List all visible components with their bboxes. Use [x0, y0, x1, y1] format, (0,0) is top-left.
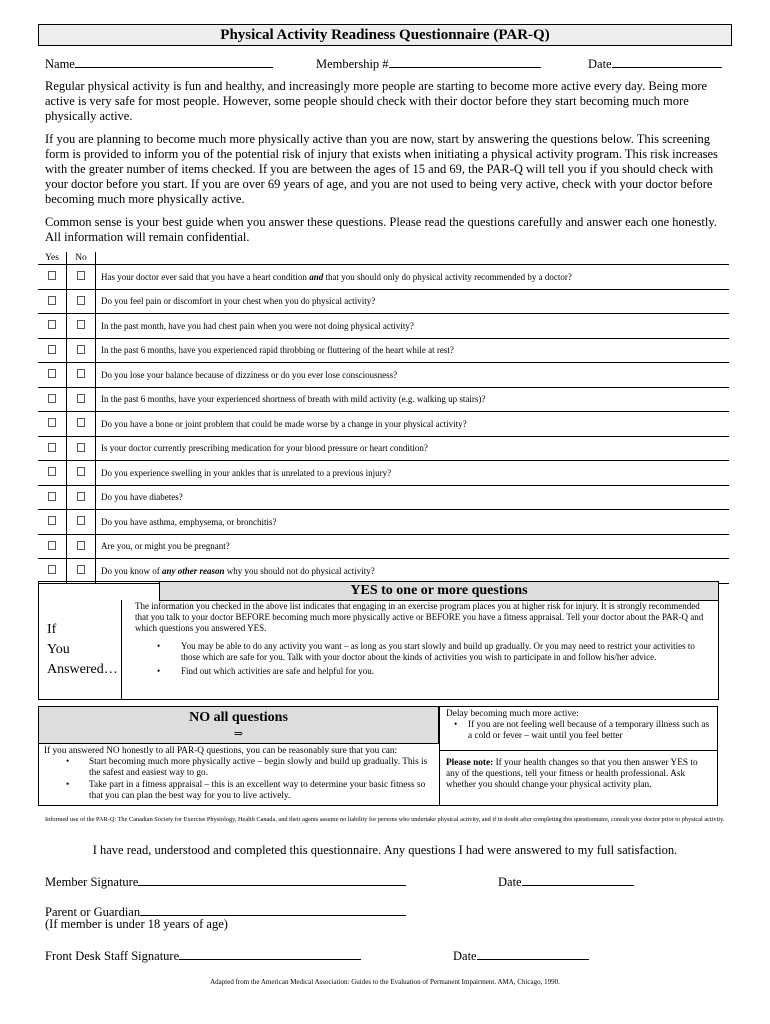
parent-signature-label: Parent or Guardian: [45, 905, 141, 919]
if-you-answered-cell: [39, 600, 122, 699]
no-checkbox[interactable]: [77, 296, 85, 305]
question-column-header: [96, 252, 730, 265]
form-title: Physical Activity Readiness Questionnaire (PAR-Q): [38, 24, 732, 46]
yes-checkbox[interactable]: [48, 565, 56, 574]
disclaimer: Informed use of the PAR-Q: The Canadian Society for Exercise Physiology, Health Canada, and their agents assume no liability for persons who undertake physical activity, and if in doubt after completing this questionnaire, consult your doctor prior to physical activity.: [45, 816, 725, 823]
no-checkbox[interactable]: [77, 345, 85, 354]
no-checkbox[interactable]: [77, 541, 85, 550]
question-text: Is your doctor currently prescribing medication for your blood pressure or heart condition?: [96, 436, 730, 461]
yes-column-header: Yes: [38, 252, 67, 265]
yes-checkbox[interactable]: [48, 516, 56, 525]
no-intro: If you answered NO honestly to all PAR-Q questions, you can be reasonably sure that you can:: [44, 746, 398, 756]
staff-date-blank[interactable]: [477, 947, 589, 960]
membership-blank[interactable]: [389, 55, 541, 68]
yes-checkbox[interactable]: [48, 394, 56, 403]
list-item: • If you are not feeling well because of a temporary illness such as a cold or fever – wait until you feel better: [454, 720, 710, 742]
staff-date-label: Date: [453, 949, 477, 963]
no-checkbox[interactable]: [77, 320, 85, 329]
membership-label: Membership #: [316, 57, 389, 71]
question-text: Do you experience swelling in your ankles that is unrelated to a previous injury?: [96, 461, 730, 486]
question-row: [38, 412, 729, 437]
no-section: [38, 706, 718, 806]
membership-field[interactable]: [316, 55, 541, 72]
delay-cell: [439, 707, 717, 751]
table-header-row: [38, 252, 729, 265]
list-item: • Take part in a fitness appraisal – this is an excellent way to determine your basic fitness so that you can plan the best way for you to live actively.: [66, 779, 426, 801]
question-row: [38, 461, 729, 486]
member-signature-label: Member Signature: [45, 875, 139, 889]
footer-citation: Adapted from the American Medical Association: Guides to the Evaluation of Permanent Impairment. AMA, Chicago, 1990.: [210, 978, 560, 986]
no-checkbox[interactable]: [77, 516, 85, 525]
parent-signature-blank[interactable]: [140, 903, 406, 916]
question-row: [38, 436, 729, 461]
yes-body-text: The information you checked in the above list indicates that engaging in an exercise program places you at higher risk for injury. It is strongly recommended that you talk to your doctor BEFORE becoming much more physically active or BEFORE you have a fitness appraisal. Tell your doctor about the PAR-Q and which questions you answered YES.: [135, 601, 704, 633]
if-you-answered-label: If You Answered…: [47, 622, 118, 677]
yes-checkbox[interactable]: [48, 320, 56, 329]
question-text: In the past 6 months, have you experienced rapid throbbing or fluttering of the heart while at rest?: [96, 338, 730, 363]
question-row: [38, 265, 729, 290]
staff-date-field[interactable]: [453, 947, 589, 964]
no-checkbox[interactable]: [77, 271, 85, 280]
question-row: [38, 314, 729, 339]
no-checkbox[interactable]: [77, 565, 85, 574]
yes-heading: YES to one or more questions: [159, 582, 718, 601]
member-signature-field[interactable]: [45, 873, 406, 890]
intro-paragraph-2: If you are planning to become much more physically active than you are now, start by answering the questions below. This screening form is provided to inform you of the potential risk of injury that exists when initiating a physical activity program. This risk increases with the greater number of items checked. If you are between the ages of 15 and 69, the PAR-Q will tell you if you should check with your doctor before you start. If you are over 69 years of age, and you are not used to being very active, check with your doctor before becoming much more physically active.: [45, 132, 718, 206]
yes-body: [135, 601, 715, 677]
yes-checkbox[interactable]: [48, 369, 56, 378]
questions-table: [38, 252, 729, 584]
question-row: [38, 485, 729, 510]
name-label: Name: [45, 57, 75, 71]
right-arrow-icon: ⇒: [233, 728, 244, 740]
name-blank[interactable]: [75, 55, 273, 68]
delay-title: Delay becoming much more active:: [446, 709, 579, 719]
question-text: Do you have a bone or joint problem that could be made worse by a change in your physical activity?: [96, 412, 730, 437]
member-date-field[interactable]: [498, 873, 634, 890]
member-date-label: Date: [498, 875, 522, 889]
question-text: Do you feel pain or discomfort in your chest when you do physical activity?: [96, 289, 730, 314]
staff-signature-label: Front Desk Staff Signature: [45, 949, 180, 963]
question-text: Do you know of any other reason why you should not do physical activity?: [96, 559, 730, 584]
please-note-cell: [439, 751, 717, 805]
question-row: [38, 363, 729, 388]
yes-checkbox[interactable]: [48, 541, 56, 550]
agreement-statement: I have read, understood and completed this questionnaire. Any questions I had were answered to my full satisfaction.: [92, 843, 678, 857]
no-heading-cell: [39, 707, 439, 744]
question-text: Are you, or might you be pregnant?: [96, 534, 730, 559]
name-field[interactable]: [45, 55, 273, 72]
yes-checkbox[interactable]: [48, 492, 56, 501]
staff-signature-blank[interactable]: [179, 947, 361, 960]
no-column-header: No: [67, 252, 96, 265]
no-checkbox[interactable]: [77, 467, 85, 476]
no-heading: NO all questions: [189, 710, 288, 725]
parent-note: (If member is under 18 years of age): [45, 917, 228, 931]
intro-paragraph-3: Common sense is your best guide when you answer these questions. Please read the questions carefully and answer each one honestly. All information will remain confidential.: [45, 215, 717, 244]
yes-checkbox[interactable]: [48, 467, 56, 476]
question-text: In the past month, have you had chest pain when you were not doing physical activity?: [96, 314, 730, 339]
intro-paragraph-1: Regular physical activity is fun and healthy, and increasingly more people are starting to become more active every day. Being more active is very safe for most people. However, some people should check with their doctor before they start becoming much more physically active.: [45, 79, 708, 123]
question-text: Do you have asthma, emphysema, or bronchitis?: [96, 510, 730, 535]
list-item: • Find out which activities are safe and helpful for you.: [157, 666, 374, 676]
question-row: [38, 559, 729, 584]
no-checkbox[interactable]: [77, 492, 85, 501]
question-text: In the past 6 months, have your experienced shortness of breath with mild activity (e.g. walking up stairs)?: [96, 387, 730, 412]
list-item: • You may be able to do any activity you want – as long as you start slowly and build up gradually. Or you may need to restrict your activities to those which are safe for you. Talk with your doctor about the kinds of activities you wish to participate in and follow his/her advice.: [157, 641, 695, 662]
yes-checkbox[interactable]: [48, 345, 56, 354]
list-item: • Start becoming much more physically active – begin slowly and build up gradually. This is the safest and easiest way to go.: [66, 757, 428, 779]
yes-section: [38, 581, 719, 700]
please-note-text: If your health changes so that you then answer YES to any of the questions, tell your fitness or health professional. Ask whether you should change your physical activity plan.: [446, 758, 698, 791]
question-row: [38, 338, 729, 363]
member-date-blank[interactable]: [522, 873, 634, 886]
member-signature-blank[interactable]: [138, 873, 406, 886]
question-text: Do you lose your balance because of dizziness or do you ever lose consciousness?: [96, 363, 730, 388]
no-body: [44, 746, 439, 802]
yes-checkbox[interactable]: [48, 443, 56, 452]
staff-signature-field[interactable]: [45, 947, 361, 964]
please-note-label: Please note:: [446, 758, 494, 768]
yes-checkbox[interactable]: [48, 271, 56, 280]
no-checkbox[interactable]: [77, 443, 85, 452]
question-row: [38, 534, 729, 559]
date-blank[interactable]: [612, 55, 722, 68]
date-label: Date: [588, 57, 612, 71]
question-text: Do you have diabetes?: [96, 485, 730, 510]
no-checkbox[interactable]: [77, 369, 85, 378]
no-checkbox[interactable]: [77, 418, 85, 427]
yes-checkbox[interactable]: [48, 418, 56, 427]
question-text: Has your doctor ever said that you have a heart condition and that you should only do physical activity recommended by a doctor?: [96, 265, 730, 290]
question-row: [38, 289, 729, 314]
question-row: [38, 510, 729, 535]
question-row: [38, 387, 729, 412]
no-checkbox[interactable]: [77, 394, 85, 403]
yes-checkbox[interactable]: [48, 296, 56, 305]
date-field[interactable]: [588, 55, 722, 72]
